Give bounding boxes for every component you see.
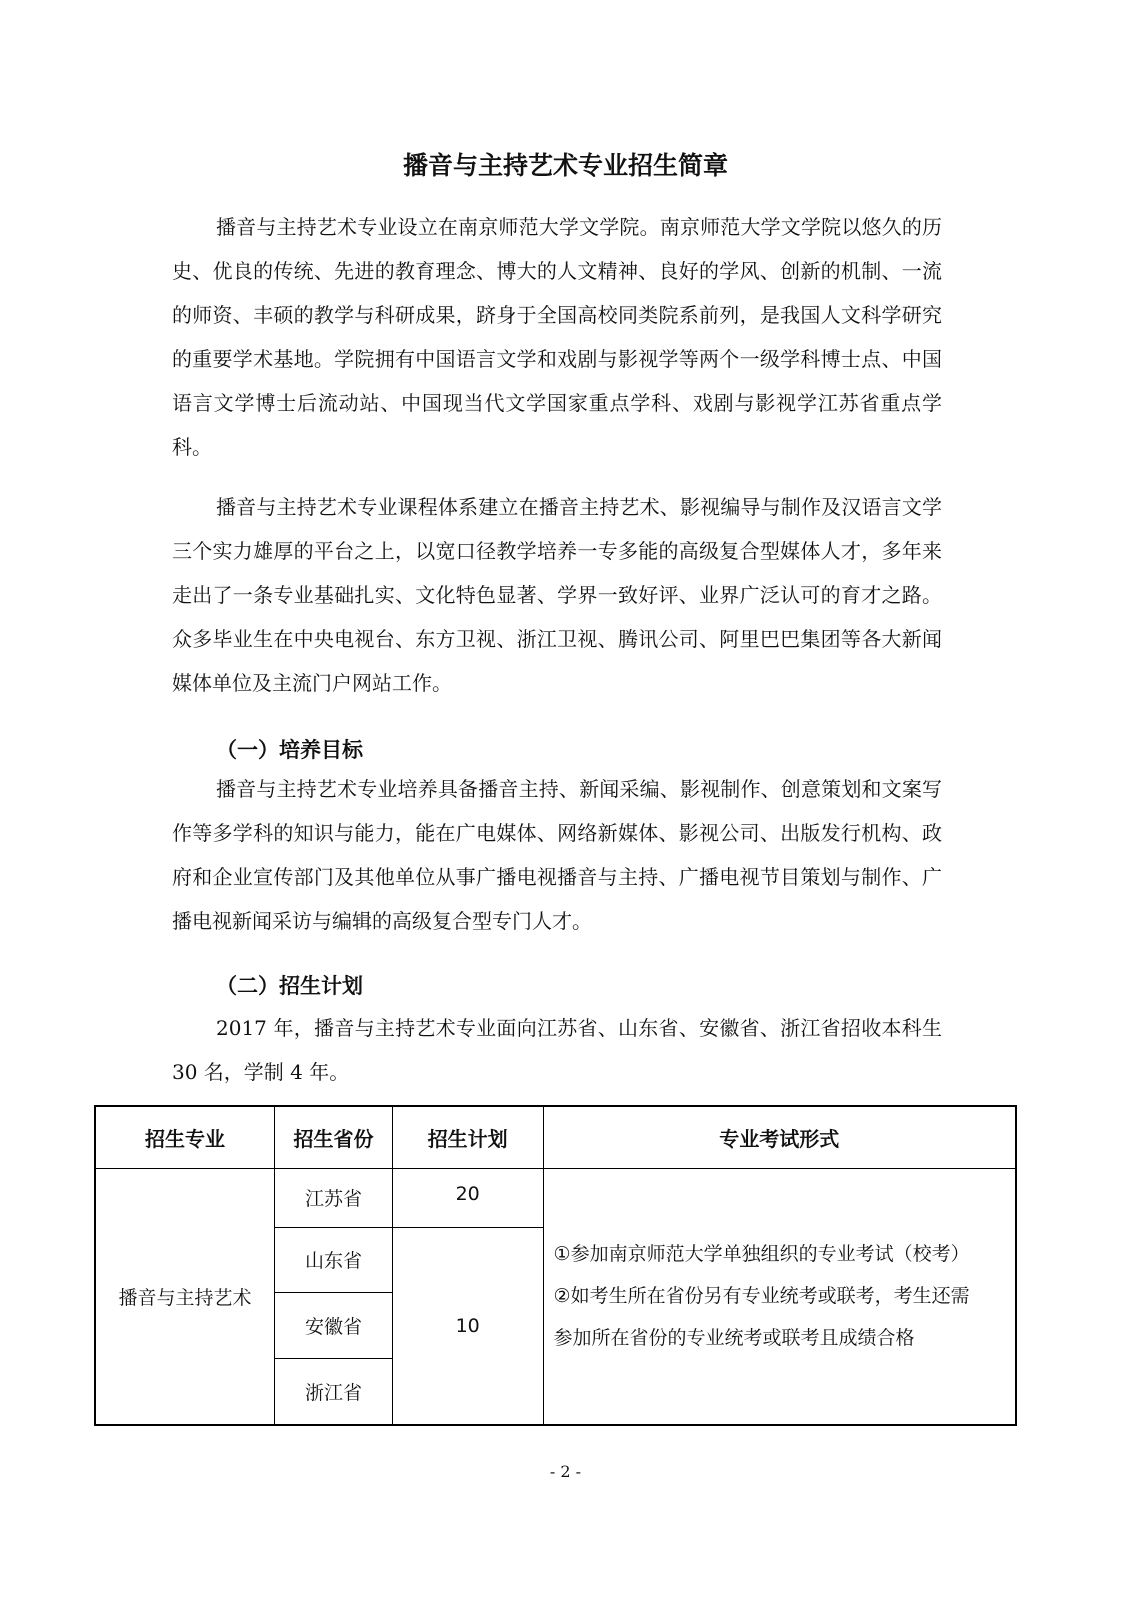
header-plan: 招生计划 [392, 1106, 543, 1168]
cell-province-jiangsu: 江苏省 [275, 1168, 393, 1227]
page-number: - 2 - [549, 1462, 582, 1481]
header-exam: 专业考试形式 [543, 1106, 1016, 1168]
section-text-plan: 2017 年，播音与主持艺术专业面向江苏省、山东省、安徽省、浙江省招收本科生 30 名，学制 4 年。 [172, 1016, 942, 1084]
exam-line-3: 参加所在省份的专业统考或联考且成绩合格 [553, 1327, 915, 1350]
document-title: 播音与主持艺术专业招生简章 [402, 151, 728, 180]
cell-province-anhui: 安徽省 [275, 1293, 393, 1359]
section-heading-plan: （二）招生计划 [216, 974, 363, 998]
intro-paragraph-2: 播音与主持艺术专业课程体系建立在播音主持艺术、影视编导与制作及汉语言文学三个实力雄厚的平台之上，以宽口径教学培养一专多能的高级复合型媒体人才，多年来走出了一条专业基础扎实、文化特色显著、学界一致好评、业界广泛认可的育才之路。众多毕业生在中央电视台、东方卫视、浙江卫视、腾讯公司、阿里巴巴集团等各大新闻媒体单位及主流门户网站工作。 [172, 495, 942, 695]
cell-plan-others: 10 [392, 1227, 543, 1425]
cell-exam-form [543, 1168, 1016, 1425]
header-major: 招生专业 [95, 1106, 275, 1168]
enrollment-table [94, 1105, 1017, 1426]
table-header-row [95, 1106, 1016, 1168]
cell-province-zhejiang: 浙江省 [275, 1359, 393, 1425]
exam-line-2: ②如考生所在省份另有专业统考或联考，考生还需 [553, 1285, 970, 1308]
cell-province-shandong: 山东省 [275, 1227, 393, 1293]
intro-paragraph-1: 播音与主持艺术专业设立在南京师范大学文学院。南京师范大学文学院以悠久的历史、优良的传统、先进的教育理念、博大的人文精神、良好的学风、创新的机制、一流的师资、丰硕的教学与科研成果，跻身于全国高校同类院系前列，是我国人文科学研究的重要学术基地。学院拥有中国语言文学和戏剧与影视学等两个一级学科博士点、中国语言文学博士后流动站、中国现当代文学国家重点学科、戏剧与影视学江苏省重点学科。 [172, 215, 942, 459]
section-text-goals: 播音与主持艺术专业培养具备播音主持、新闻采编、影视制作、创意策划和文案写作等多学科的知识与能力，能在广电媒体、网络新媒体、影视公司、出版发行机构、政府和企业宣传部门及其他单位从事广播电视播音与主持、广播电视节目策划与制作、广播电视新闻采访与编辑的高级复合型专门人才。 [172, 777, 942, 933]
table-row [95, 1168, 1016, 1227]
cell-major: 播音与主持艺术 [95, 1168, 275, 1425]
exam-line-1: ①参加南京师范大学单独组织的专业考试（校考） [553, 1243, 970, 1266]
section-heading-goals: （一）培养目标 [216, 738, 363, 762]
cell-plan-jiangsu: 20 [392, 1168, 543, 1227]
header-province: 招生省份 [275, 1106, 393, 1168]
